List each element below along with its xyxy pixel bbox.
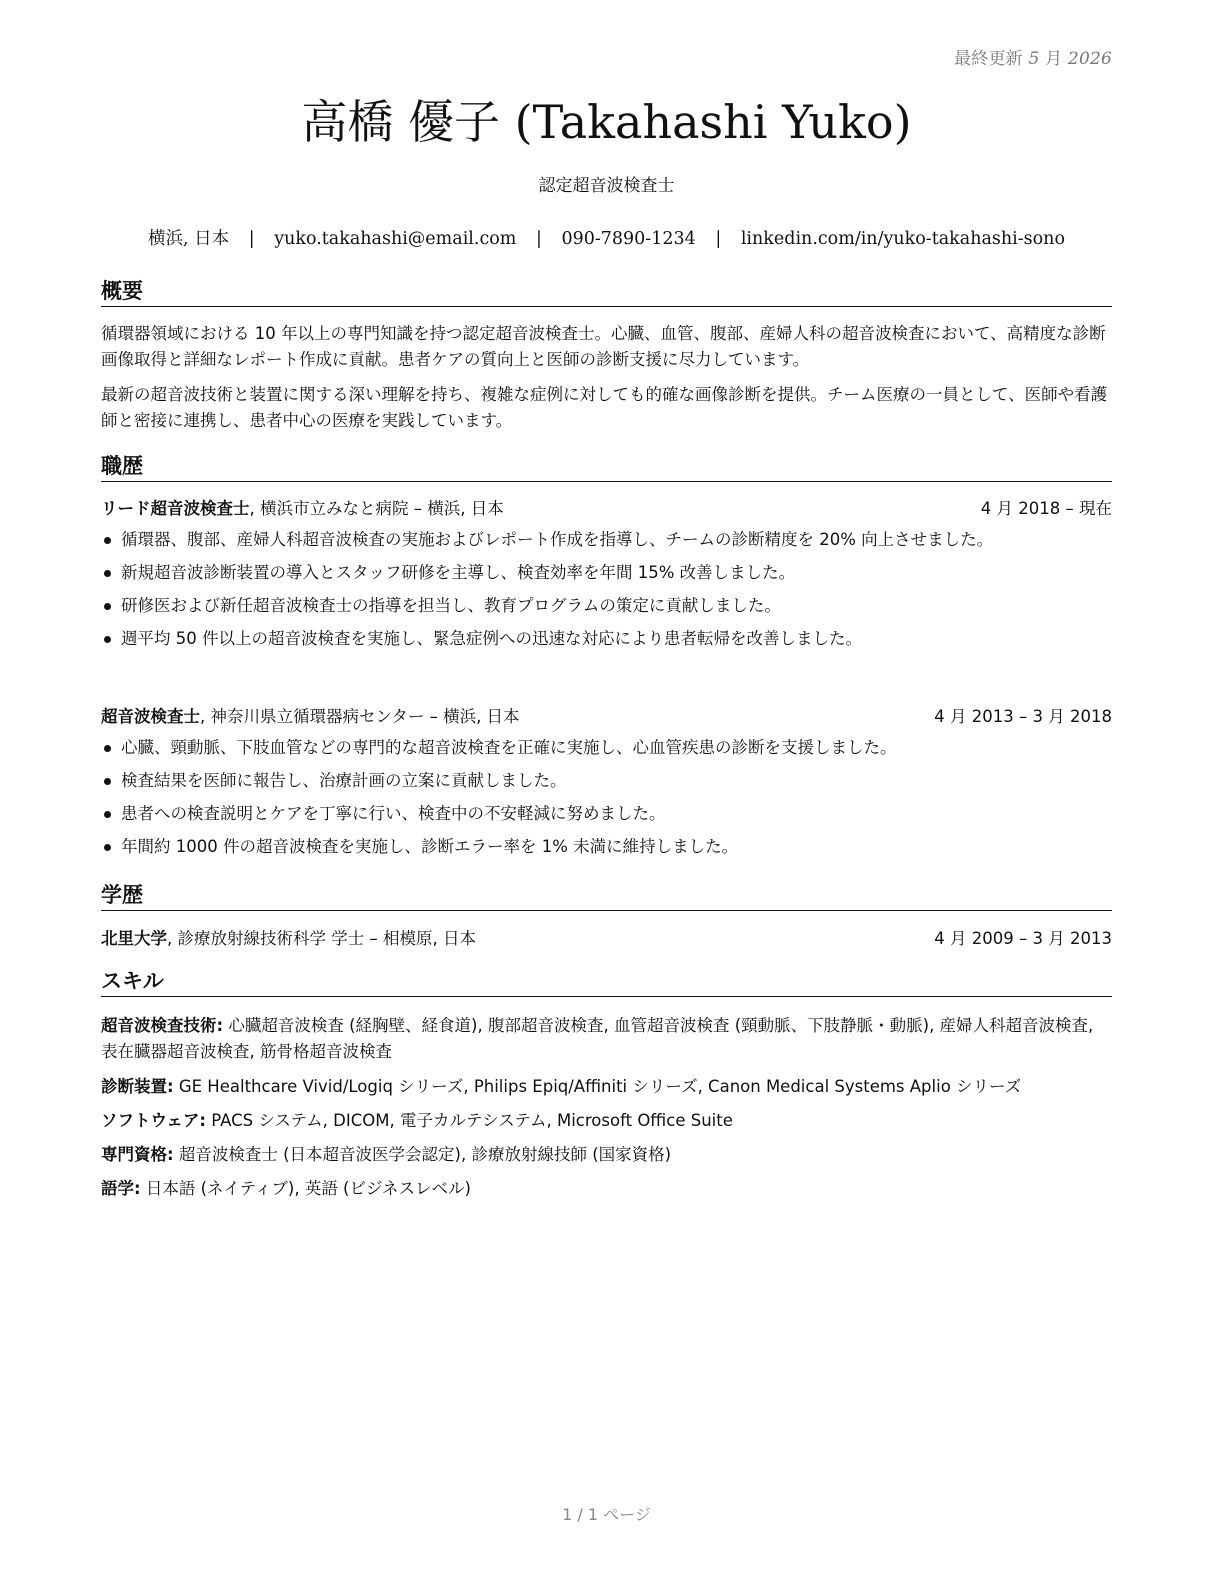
skill-row	[101, 1176, 1112, 1202]
education-entry	[101, 926, 1112, 952]
last-updated-month-unit: 月	[1045, 49, 1063, 69]
skill-value: PACS システム, DICOM, 電子カルテシステム, Microsoft Office Suite	[205, 1111, 733, 1130]
skill-label: 超音波検査技術:	[101, 1016, 224, 1035]
skill-row	[101, 1108, 1112, 1134]
job-bullet: 週平均 50 件以上の超音波検査を実施し、緊急症例への迅速な対応により患者転帰を改善しました。	[101, 626, 1112, 652]
contact-location: 横浜, 日本	[148, 229, 230, 249]
job-bullet: 患者への検査説明とケアを丁寧に行い、検査中の不安軽減に努めました。	[101, 801, 1112, 827]
education-detail: , 診療放射線技術科学 学士 – 相模原, 日本	[167, 929, 476, 948]
job-bullet: 年間約 1000 件の超音波検査を実施し、診断エラー率を 1% 未満に維持しました。	[101, 834, 1112, 860]
candidate-name: 高橋 優子 (Takahashi Yuko)	[301, 95, 912, 149]
skill-value: 日本語 (ネイティブ), 英語 (ビジネスレベル)	[140, 1179, 471, 1198]
job-bullets	[101, 527, 1112, 659]
job-bullet: 研修医および新任超音波検査士の指導を担当し、教育プログラムの策定に貢献しました。	[101, 593, 1112, 619]
skill-value: 超音波検査士 (日本超音波医学会認定), 診療放射線技師 (国家資格)	[173, 1145, 672, 1164]
skill-row	[101, 1074, 1112, 1100]
job-bullet: 検査結果を医師に報告し、治療計画の立案に貢献しました。	[101, 768, 1112, 794]
job-bullet: 心臓、頸動脈、下肢血管などの専門的な超音波検査を正確に実施し、心血管疾患の診断を支援しました。	[101, 735, 1112, 761]
skill-label: 診断装置:	[101, 1077, 174, 1096]
education-school: 北里大学	[101, 929, 167, 948]
resume-page	[101, 0, 1112, 1584]
section-title-education: 学歴	[101, 882, 1112, 911]
job-bullets	[101, 735, 1112, 867]
job-bullet: 循環器、腹部、産婦人科超音波検査の実施およびレポート作成を指導し、チームの診断精度を 20% 向上させました。	[101, 527, 1112, 553]
skill-row	[101, 1142, 1112, 1168]
section-title-skills: スキル	[101, 968, 1112, 997]
skill-label: 語学:	[101, 1179, 141, 1198]
last-updated	[954, 44, 1112, 69]
job-dates: 4 月 2018 – 現在	[980, 499, 1112, 518]
summary-paragraph: 最新の超音波技術と装置に関する深い理解を持ち、複雑な症例に対しても的確な画像診断を提供。チーム医療の一員として、医師や看護師と密接に連携し、患者中心の医療を実践しています。	[101, 385, 1108, 430]
skill-value: 心臓超音波検査 (経胸壁、経食道), 腹部超音波検査, 血管超音波検査 (頸動脈、下肢静脈・動脈), 産婦人科超音波検査, 表在臓器超音波検査, 筋骨格超音波検査	[101, 1016, 1094, 1061]
contact-linkedin-link[interactable]: linkedin.com/in/yuko-takahashi-sono	[740, 229, 1065, 249]
skill-label: 専門資格:	[101, 1145, 174, 1164]
job-organization: , 横浜市立みなと病院 – 横浜, 日本	[249, 499, 504, 518]
last-updated-prefix: 最終更新	[954, 49, 1023, 69]
job-bullet: 新規超音波診断装置の導入とスタッフ研修を主導し、検査効率を年間 15% 改善しました。	[101, 560, 1112, 586]
contact-separator: |	[715, 229, 722, 249]
contact-separator: |	[535, 229, 542, 249]
last-updated-year: 2026	[1067, 49, 1112, 69]
skill-label: ソフトウェア:	[101, 1111, 206, 1130]
contact-line	[101, 225, 1112, 250]
job-role: リード超音波検査士	[101, 499, 250, 518]
job-role: 超音波検査士	[101, 707, 200, 726]
contact-phone: 090-7890-1234	[561, 229, 696, 249]
page-indicator: 1 / 1 ページ	[562, 1505, 651, 1524]
section-title-experience: 職歴	[101, 453, 1112, 482]
job-organization: , 神奈川県立循環器病センター – 横浜, 日本	[200, 707, 520, 726]
job-header	[101, 704, 1112, 730]
last-updated-month: 5	[1028, 49, 1040, 69]
section-title-summary: 概要	[101, 278, 1112, 307]
education-dates: 4 月 2009 – 3 月 2013	[934, 929, 1112, 948]
contact-email-link[interactable]: yuko.takahashi@email.com	[274, 229, 517, 249]
skill-row	[101, 1013, 1112, 1065]
contact-separator: |	[248, 229, 255, 249]
summary-paragraph: 循環器領域における 10 年以上の専門知識を持つ認定超音波検査士。心臓、血管、腹部、産婦人科の超音波検査において、高精度な診断画像取得と詳細なレポート作成に貢献。患者ケアの質向上と医師の診断支援に尽力しています。	[101, 324, 1106, 369]
job-header	[101, 496, 1112, 522]
job-dates: 4 月 2013 – 3 月 2018	[934, 707, 1112, 726]
candidate-title: 認定超音波検査士	[538, 176, 675, 196]
skill-value: GE Healthcare Vivid/Logiq シリーズ, Philips Epiq/Affiniti シリーズ, Canon Medical Systems Aplio シリーズ	[173, 1077, 1022, 1096]
